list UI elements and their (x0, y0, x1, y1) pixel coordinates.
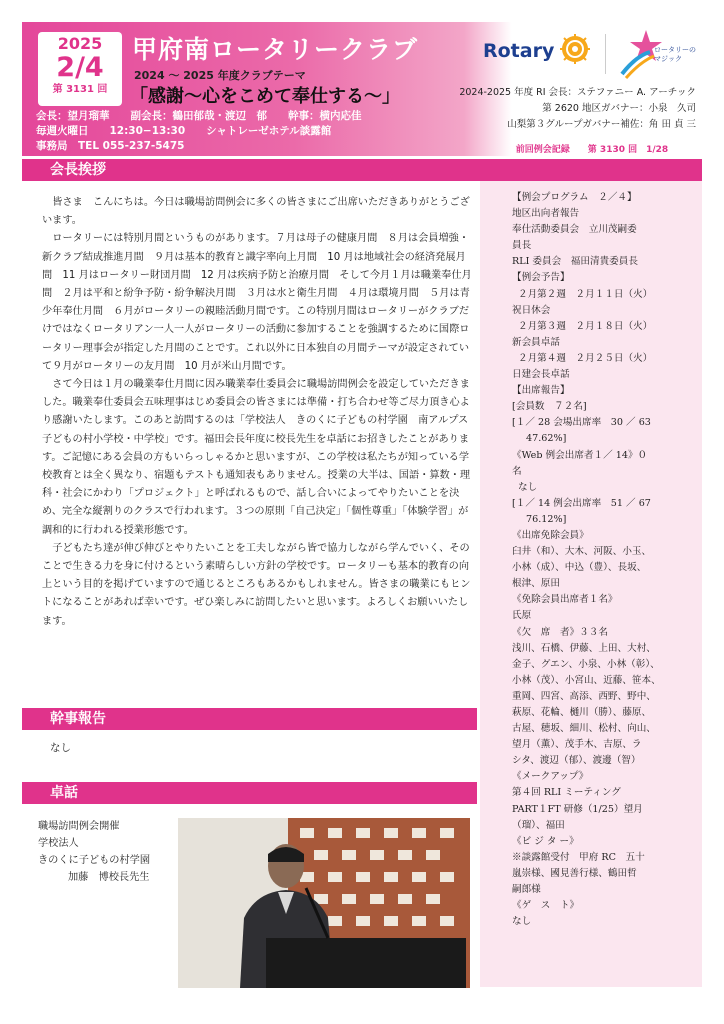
club-name: 甲府南ロータリークラブ (132, 35, 419, 64)
office-tel-line: 事務局 TEL 055-237-5475 (36, 140, 185, 152)
page-header (22, 22, 702, 156)
sidebar-line: 臼井（和）、大木、河阪、小玉、 (512, 546, 652, 558)
sidebar-line: 【出席報告】 (512, 385, 570, 397)
sidebar-line: 嵐崇様、國見善行様、鶴田哲 (512, 867, 637, 879)
message-paragraph: 皆さま こんにちは。今日は職場訪問例会に多くの皆さまにご出席いただきありがとうございます。 (42, 197, 470, 227)
sidebar-line: 第４回 RLI ミーティング (512, 787, 621, 799)
magic-logo-line: ロータリーの (654, 46, 696, 54)
sidebar-line: 金子、グエン、小泉、小林（彰）、 (512, 658, 660, 670)
sidebar-line: 《Web 例会出席者１／ 14》０ (512, 449, 648, 461)
officers-line: 会長：望月瑠華 副会長：鶴田郁哉・渡辺 郁 幹事：横内応佳 (36, 110, 362, 122)
date-day: 2/4 (56, 52, 104, 83)
rotary-wheel-icon (560, 34, 590, 64)
secretary-section-title: 幹事報告 (22, 708, 477, 730)
rotary-logo-text: Rotary (483, 40, 555, 62)
sidebar-line: ２月第４週 ２月２５日（火） (518, 352, 653, 364)
ri-info (459, 85, 696, 133)
sidebar-line: [１／ 28 会場出席率 30 ／ 63 (512, 417, 651, 429)
sidebar-line: 【例会プログラム ２／４】 (512, 192, 637, 203)
sidebar-line: 重岡、四宮、高添、西野、野中、 (512, 690, 656, 702)
sidebar-line: 《出席免除会員》 (512, 529, 589, 541)
sidebar-line: ※談露館受付 甲府 RC 五十 (512, 851, 645, 863)
sidebar-line: 《ゲ ス ト》 (512, 900, 580, 912)
speaker-photo (178, 818, 470, 988)
sidebar-line: 《ビ ジ タ ー》 (512, 835, 579, 847)
district-governor: 第 2620 地区ガバナー：小泉 久司 (542, 103, 696, 114)
sidebar-line: 萩原、花輪、樋川（勝）、藤原、 (512, 707, 652, 718)
takuwa-line: 職場訪問例会開催 (38, 821, 120, 832)
sidebar-line: 古屋、穂坂、細川、松村、向山、 (512, 723, 656, 735)
magic-logo-line: マジック (654, 55, 682, 63)
sidebar-line: 新会員卓話 (512, 336, 560, 348)
sidebar-line: 小林（茂）、小宮山、近藤、笹本、 (512, 674, 661, 686)
sidebar-line: 氏原 (512, 610, 532, 622)
sidebar-line: ２月第３週 ２月１８日（火） (518, 320, 653, 332)
takuwa-line: 学校法人 (38, 838, 79, 849)
sidebar-line: 奉仕活動委員会 立川茂嗣委 (512, 224, 637, 236)
sidebar-line: 【例会予告】 (512, 272, 570, 284)
message-paragraph: 子どもたち達が伸び伸びとやりたいことを工夫しながら皆で協力しながら学んでいく、そのことで生きる力を身に付けるという素晴らしい方針の学校です。ロータリーも基本的教育の向上という目的を掲げていますので通じるところもあるかもしれません。皆さまの職業にもヒントになることがあれば幸いです。ぜひ楽しみに訪問したいと思います。よろしくお願いいたします。 (42, 542, 471, 627)
sidebar-line: 日建会長卓話 (512, 369, 570, 381)
sidebar-line: 浅川、石橋、伊藤、上田、大村、 (512, 642, 656, 654)
sidebar-line: 名 (512, 465, 522, 477)
sidebar-line: （瑠）、福田 (512, 819, 565, 831)
message-paragraph: さて今日は１月の職業奉仕月間に因み職業奉仕委員会に職場訪問例会を設定していただきました。職業奉仕委員会五味理事はじめ委員会の皆さまには準備・打ち合わせ等ご尽力頂き心より感謝いたします。このあと訪問するのは「学校法人 きのくに子どもの村学園 南アルプス子どもの村小学校・中学校」です。福田会長年度に校長先生を卓話にお招きしたことがあります。ご記憶にある会員の方もいらっしゃるかと思いますが、この学校は私たちが知っている学校教育とは全く異なり、宿題もテストも通知表もありません。授業の大半は、国語・算数・理科・社会にかわり「プロジェクト」と呼ばれるもので、話し合いによってやりたいことを決め、完全な縦割りのクラスで行われます。３つの原則「自己決定」「個性尊重」「体験学習」が調和的に行われる授業形態です。 (42, 379, 471, 536)
sidebar-line: 《欠 席 者》３３名 (512, 626, 608, 638)
logo-divider (605, 34, 606, 74)
takuwa-details (38, 818, 150, 886)
sidebar-line: シタ、渡辺（郁）、渡邊（智） (512, 755, 641, 767)
officers-info (36, 109, 362, 154)
sidebar-line: RLI 委員会 福田清貴委員長 (512, 256, 638, 268)
date-year: 2025 (57, 34, 103, 53)
sidebar-line: 望月（薫）、茂手木、吉原、ラ (512, 739, 642, 751)
magic-logo-text (654, 46, 696, 64)
issue-number: 第 3131 回 (52, 84, 108, 95)
sidebar-line: 祝日休会 (512, 304, 551, 316)
message-paragraph: ロータリーには特別月間というものがあります。７月は母子の健康月間 ８月は会員増強・新クラブ結成推進月間 ９月は基本的教育と識字率向上月間 10 月は地域社会の経済発展月間 11 月はロータリー財団月間 12 月は疾病予防と治療月間 そして今月１月は職業奉仕月間 ２月は平和と紛争予防・紛争解決月間 ３月は水と衛生月間 ４月は環境月間 ５月は青少年奉仕月間 ６月がロータリーの親睦活動月間です。この特別月間はロータリーがクラブだけではなくロータリアン一人一人がロータリーの活動に参加することを強調するために国際ロータリー理事会が指定した月間のことです。これ以外に日本独自の月間テーマが設定されていて９月がロータリーの友月間 10 月が米山月間です。 (42, 233, 472, 372)
date-box (38, 32, 122, 106)
sidebar-line: 小林（成）、中込（豊）、長坂、 (512, 562, 647, 574)
takuwa-speaker: 加藤 博校長先生 (68, 872, 150, 883)
sidebar-line: なし (512, 916, 532, 928)
ri-president: 2024-2025 年度 RI 会長：ステファニー A. アーチック (459, 87, 696, 98)
sidebar-line: 《メークアップ》 (512, 771, 589, 783)
sidebar-line: 76.12%] (526, 513, 567, 525)
sidebar-line: なし (518, 481, 538, 493)
president-section-title: 会長挨拶 (22, 159, 702, 181)
theme-label: 2024 〜 2025 年度クラブテーマ (134, 69, 306, 82)
club-theme: 「感謝〜心をこめて奉仕する〜」 (130, 86, 400, 107)
sidebar-line: PART１FT 研修（1/25）望月 (512, 803, 643, 815)
previous-meeting-record: 前回例会記録 第 3130 回 1/28 (515, 145, 669, 155)
president-message (42, 194, 472, 631)
meeting-time-line: 毎週火曜日 12:30−13:30 シャトレーゼホテル談露館 (36, 125, 332, 137)
sidebar-line: 47.62%] (526, 433, 567, 445)
meeting-info-list (512, 190, 672, 930)
takuwa-line: きのくに子どもの村学園 (38, 855, 151, 866)
assistant-governor: 山梨第３グループガバナー補佐：角 田 貞 三 (507, 119, 696, 130)
sidebar-line: 員長 (512, 240, 532, 252)
sidebar-line: 嗣郎様 (512, 884, 541, 896)
sidebar-line: 《免除会員出席者１名》 (512, 594, 618, 606)
sidebar-line: [１／ 14 例会出席率 51 ／ 67 (512, 497, 651, 509)
sidebar-line: 地区出向者報告 (512, 208, 580, 220)
takuwa-section-title: 卓話 (22, 782, 477, 804)
sidebar-line: 根津、原田 (512, 578, 560, 590)
sidebar-line: ２月第２週 ２月１１日（火） (518, 288, 653, 300)
secretary-report: なし (50, 742, 71, 754)
sidebar-line: [会員数 ７２名] (512, 401, 587, 413)
